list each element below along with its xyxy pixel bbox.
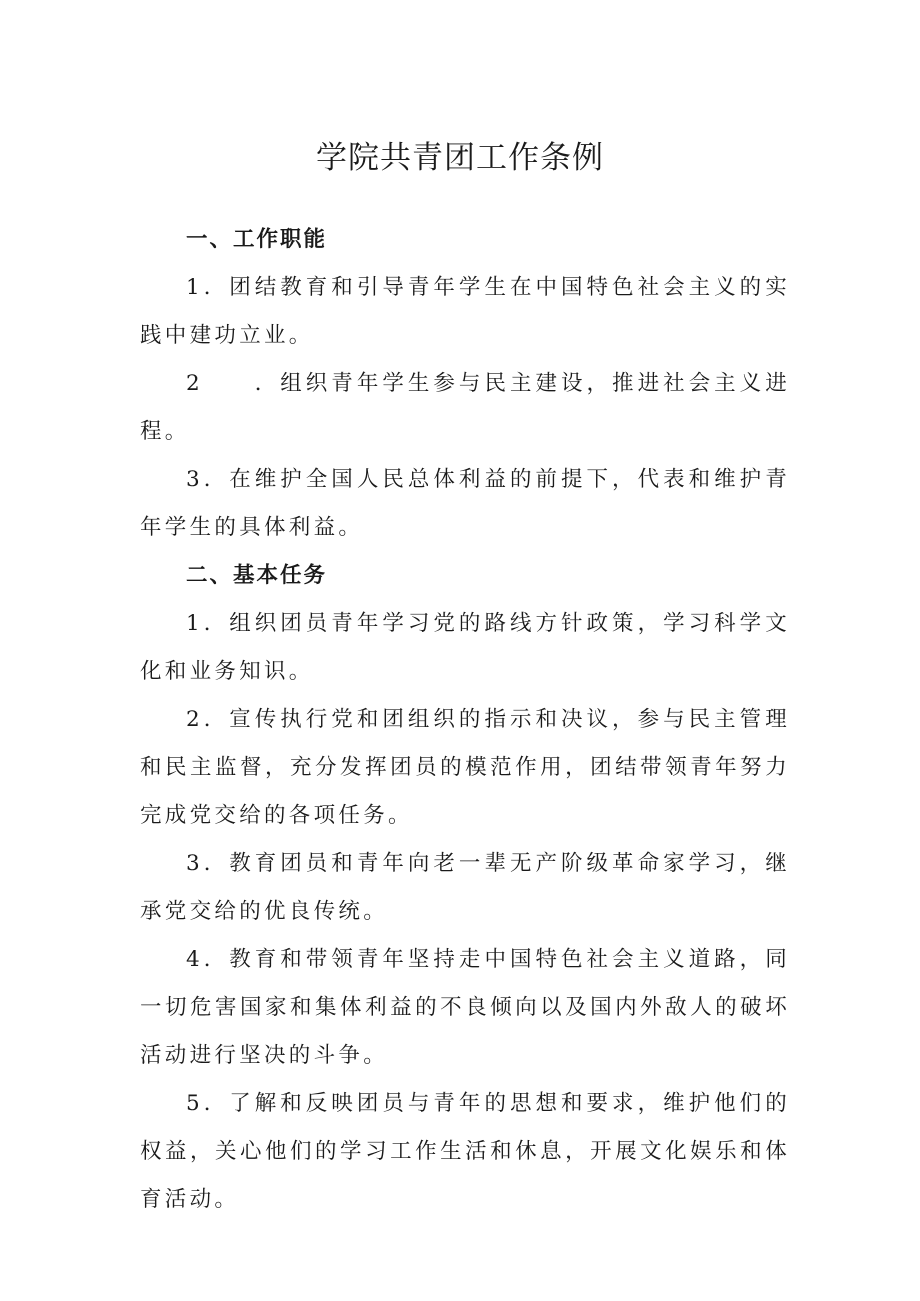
paragraph: 1．组织团员青年学习党的路线方针政策，学习科学文化和业务知识。 [140,611,790,684]
section-heading-tasks: 二、基本任务 [186,563,328,588]
paragraph: 3．教育团员和青年向老一辈无产阶级革命家学习，继承党交给的优良传统。 [140,851,790,924]
paragraph: 4．教育和带领青年坚持走中国特色社会主义道路，同一切危害国家和集体利益的不良倾向以及国内外敌人的破坏活动进行坚决的斗争。 [140,947,790,1068]
paragraph: 2 ．组织青年学生参与民主建设，推进社会主义进程。 [140,371,790,444]
paragraph: 5．了解和反映团员与青年的思想和要求，维护他们的权益，关心他们的学习工作生活和休息，开展文化娱乐和体育活动。 [140,1091,790,1212]
document-body [140,216,790,1224]
paragraph: 1．团结教育和引导青年学生在中国特色社会主义的实践中建功立业。 [140,275,790,348]
paragraph: 2．宣传执行党和团组织的指示和决议，参与民主管理和民主监督，充分发挥团员的模范作用，团结带领青年努力完成党交给的各项任务。 [140,707,790,828]
document-title: 学院共青团工作条例 [316,140,604,176]
paragraph: 3．在维护全国人民总体利益的前提下，代表和维护青年学生的具体利益。 [140,467,790,540]
section-heading-functions: 一、工作职能 [186,227,328,252]
